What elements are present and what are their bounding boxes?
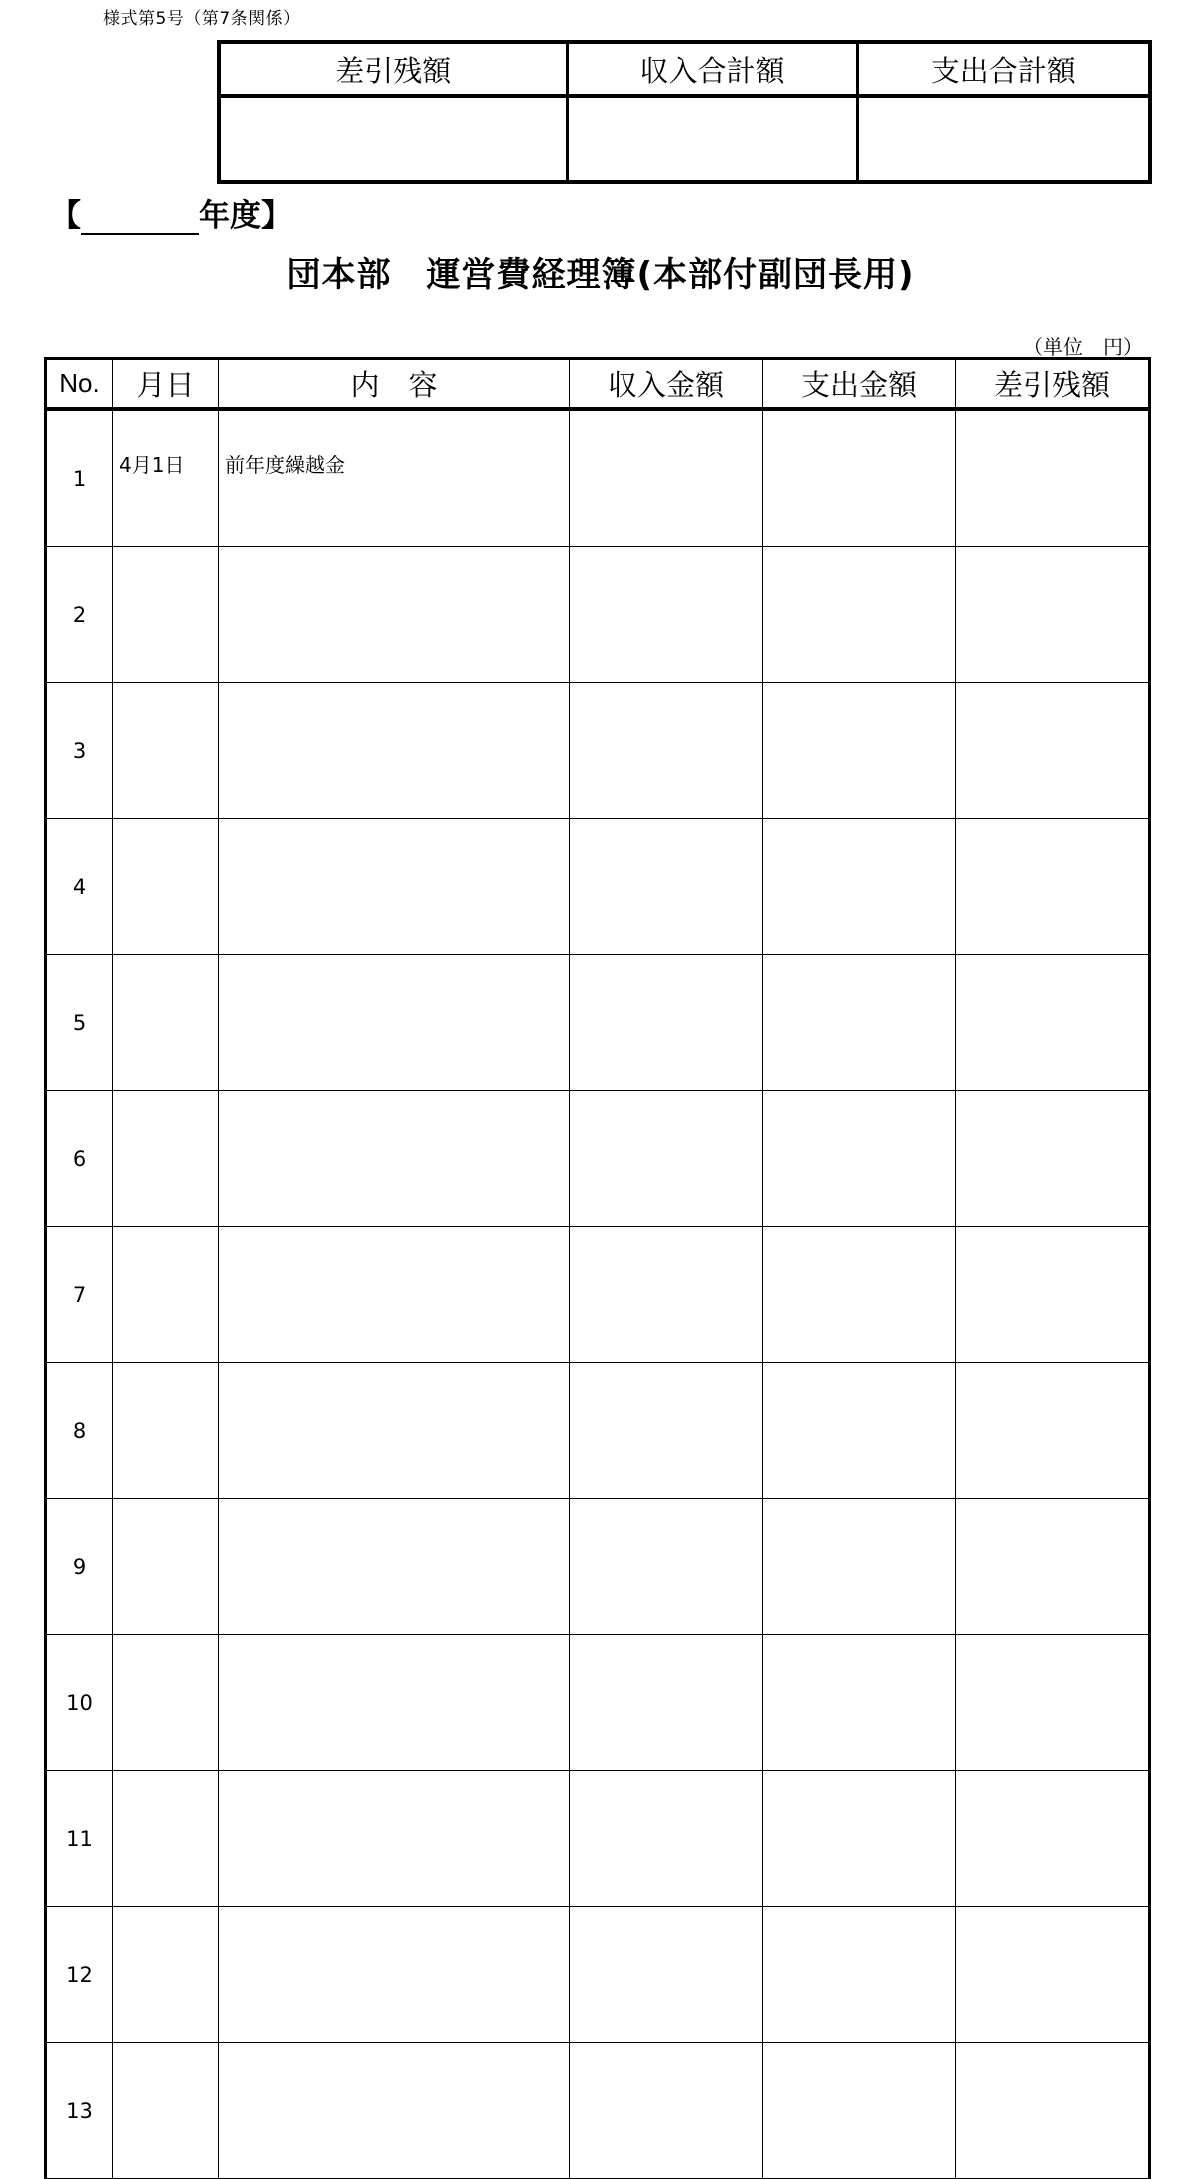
table-row: [46, 1771, 1150, 1907]
fiscal-year-blank-field[interactable]: [81, 203, 199, 235]
row-number: 11: [46, 1771, 113, 1907]
row-description-field[interactable]: [219, 819, 570, 955]
row-date-field[interactable]: [113, 1771, 219, 1907]
summary-table: [217, 40, 1152, 184]
form-code: 様式第5号（第7条関係）: [103, 9, 301, 29]
summary-header-expense-total: 支出合計額: [857, 42, 1150, 96]
row-expense-field[interactable]: [763, 1091, 956, 1227]
row-income-field[interactable]: [570, 1091, 763, 1227]
row-description-field[interactable]: [219, 2043, 570, 2179]
row-number: 10: [46, 1635, 113, 1771]
summary-header-income-total: 収入合計額: [567, 42, 857, 96]
fiscal-year-open-bracket: 【: [50, 198, 81, 234]
row-expense-field[interactable]: [763, 1635, 956, 1771]
row-date-field[interactable]: [113, 683, 219, 819]
table-row: [46, 2043, 1150, 2179]
row-number: 1: [46, 409, 113, 547]
table-row: [46, 1227, 1150, 1363]
row-date-field[interactable]: [113, 547, 219, 683]
ledger-header-no: No.: [46, 359, 113, 410]
row-income-field[interactable]: [570, 547, 763, 683]
row-balance-field[interactable]: [956, 1363, 1150, 1499]
row-expense-field[interactable]: [763, 409, 956, 547]
row-description-field[interactable]: [219, 1635, 570, 1771]
row-description-field[interactable]: [219, 1227, 570, 1363]
row-income-field[interactable]: [570, 1635, 763, 1771]
row-description-field[interactable]: [219, 1907, 570, 2043]
row-number: 4: [46, 819, 113, 955]
row-date-field[interactable]: [113, 955, 219, 1091]
row-number: 5: [46, 955, 113, 1091]
summary-value-row: [219, 96, 1150, 182]
table-row: [46, 1635, 1150, 1771]
table-row: [46, 683, 1150, 819]
row-expense-field[interactable]: [763, 683, 956, 819]
row-expense-field[interactable]: [763, 819, 956, 955]
ledger-header-expense: 支出金額: [763, 359, 956, 410]
row-description-field[interactable]: [219, 1499, 570, 1635]
row-description-field[interactable]: [219, 1091, 570, 1227]
row-date-field[interactable]: [113, 1907, 219, 2043]
table-row: [46, 1907, 1150, 2043]
row-expense-field[interactable]: [763, 547, 956, 683]
row-balance-field[interactable]: [956, 1091, 1150, 1227]
row-expense-field[interactable]: [763, 1499, 956, 1635]
ledger-body: [46, 409, 1150, 2179]
row-balance-field[interactable]: [956, 1907, 1150, 2043]
table-row: [46, 1499, 1150, 1635]
row-date-field[interactable]: 4月1日: [113, 409, 219, 547]
row-income-field[interactable]: [570, 955, 763, 1091]
row-date-field[interactable]: [113, 1227, 219, 1363]
ledger-header-row: [46, 359, 1150, 410]
row-expense-field[interactable]: [763, 1907, 956, 2043]
fiscal-year-line: [50, 190, 292, 235]
row-expense-field[interactable]: [763, 955, 956, 1091]
row-number: 13: [46, 2043, 113, 2179]
row-date-field[interactable]: [113, 2043, 219, 2179]
row-number: 3: [46, 683, 113, 819]
row-number: 8: [46, 1363, 113, 1499]
row-date-field[interactable]: [113, 1363, 219, 1499]
row-balance-field[interactable]: [956, 1499, 1150, 1635]
row-number: 2: [46, 547, 113, 683]
summary-header-balance: 差引残額: [219, 42, 567, 96]
row-description-field[interactable]: [219, 547, 570, 683]
row-balance-field[interactable]: [956, 683, 1150, 819]
summary-expense-total-field[interactable]: [857, 96, 1150, 182]
table-row: [46, 547, 1150, 683]
row-expense-field[interactable]: [763, 2043, 956, 2179]
row-income-field[interactable]: [570, 1227, 763, 1363]
row-income-field[interactable]: [570, 409, 763, 547]
row-income-field[interactable]: [570, 1363, 763, 1499]
row-description-field[interactable]: 前年度繰越金: [219, 409, 570, 547]
summary-income-total-field[interactable]: [567, 96, 857, 182]
row-description-field[interactable]: [219, 1771, 570, 1907]
summary-balance-field[interactable]: [219, 96, 567, 182]
row-date-field[interactable]: [113, 819, 219, 955]
row-expense-field[interactable]: [763, 1363, 956, 1499]
row-income-field[interactable]: [570, 1907, 763, 2043]
row-description-field[interactable]: [219, 683, 570, 819]
table-row: [46, 409, 1150, 547]
row-number: 6: [46, 1091, 113, 1227]
unit-label: （単位 円）: [1023, 335, 1143, 359]
row-date-field[interactable]: [113, 1091, 219, 1227]
row-balance-field[interactable]: [956, 819, 1150, 955]
table-row: [46, 955, 1150, 1091]
table-row: [46, 1363, 1150, 1499]
row-income-field[interactable]: [570, 683, 763, 819]
row-income-field[interactable]: [570, 819, 763, 955]
row-number: 7: [46, 1227, 113, 1363]
row-balance-field[interactable]: [956, 547, 1150, 683]
row-expense-field[interactable]: [763, 1771, 956, 1907]
fiscal-year-suffix: 年度】: [199, 198, 292, 234]
ledger-header-description: 内 容: [219, 359, 570, 410]
row-income-field[interactable]: [570, 1771, 763, 1907]
row-description-field[interactable]: [219, 1363, 570, 1499]
page-title: 団本部 運営費経理簿(本部付副団長用): [286, 255, 915, 295]
row-balance-field[interactable]: [956, 1635, 1150, 1771]
row-number: 12: [46, 1907, 113, 2043]
row-description-field[interactable]: [219, 955, 570, 1091]
row-income-field[interactable]: [570, 1499, 763, 1635]
table-row: [46, 819, 1150, 955]
row-balance-field[interactable]: [956, 955, 1150, 1091]
row-number: 9: [46, 1499, 113, 1635]
summary-header-row: [219, 42, 1150, 96]
row-expense-field[interactable]: [763, 1227, 956, 1363]
row-date-field[interactable]: [113, 1635, 219, 1771]
row-date-field[interactable]: [113, 1499, 219, 1635]
row-balance-field[interactable]: [956, 1227, 1150, 1363]
row-balance-field[interactable]: [956, 409, 1150, 547]
table-row: [46, 1091, 1150, 1227]
ledger-header-income: 収入金額: [570, 359, 763, 410]
row-income-field[interactable]: [570, 2043, 763, 2179]
ledger-table: [44, 357, 1151, 2179]
ledger-header-balance: 差引残額: [956, 359, 1150, 410]
ledger-header-date: 月日: [113, 359, 219, 410]
row-balance-field[interactable]: [956, 2043, 1150, 2179]
row-balance-field[interactable]: [956, 1771, 1150, 1907]
